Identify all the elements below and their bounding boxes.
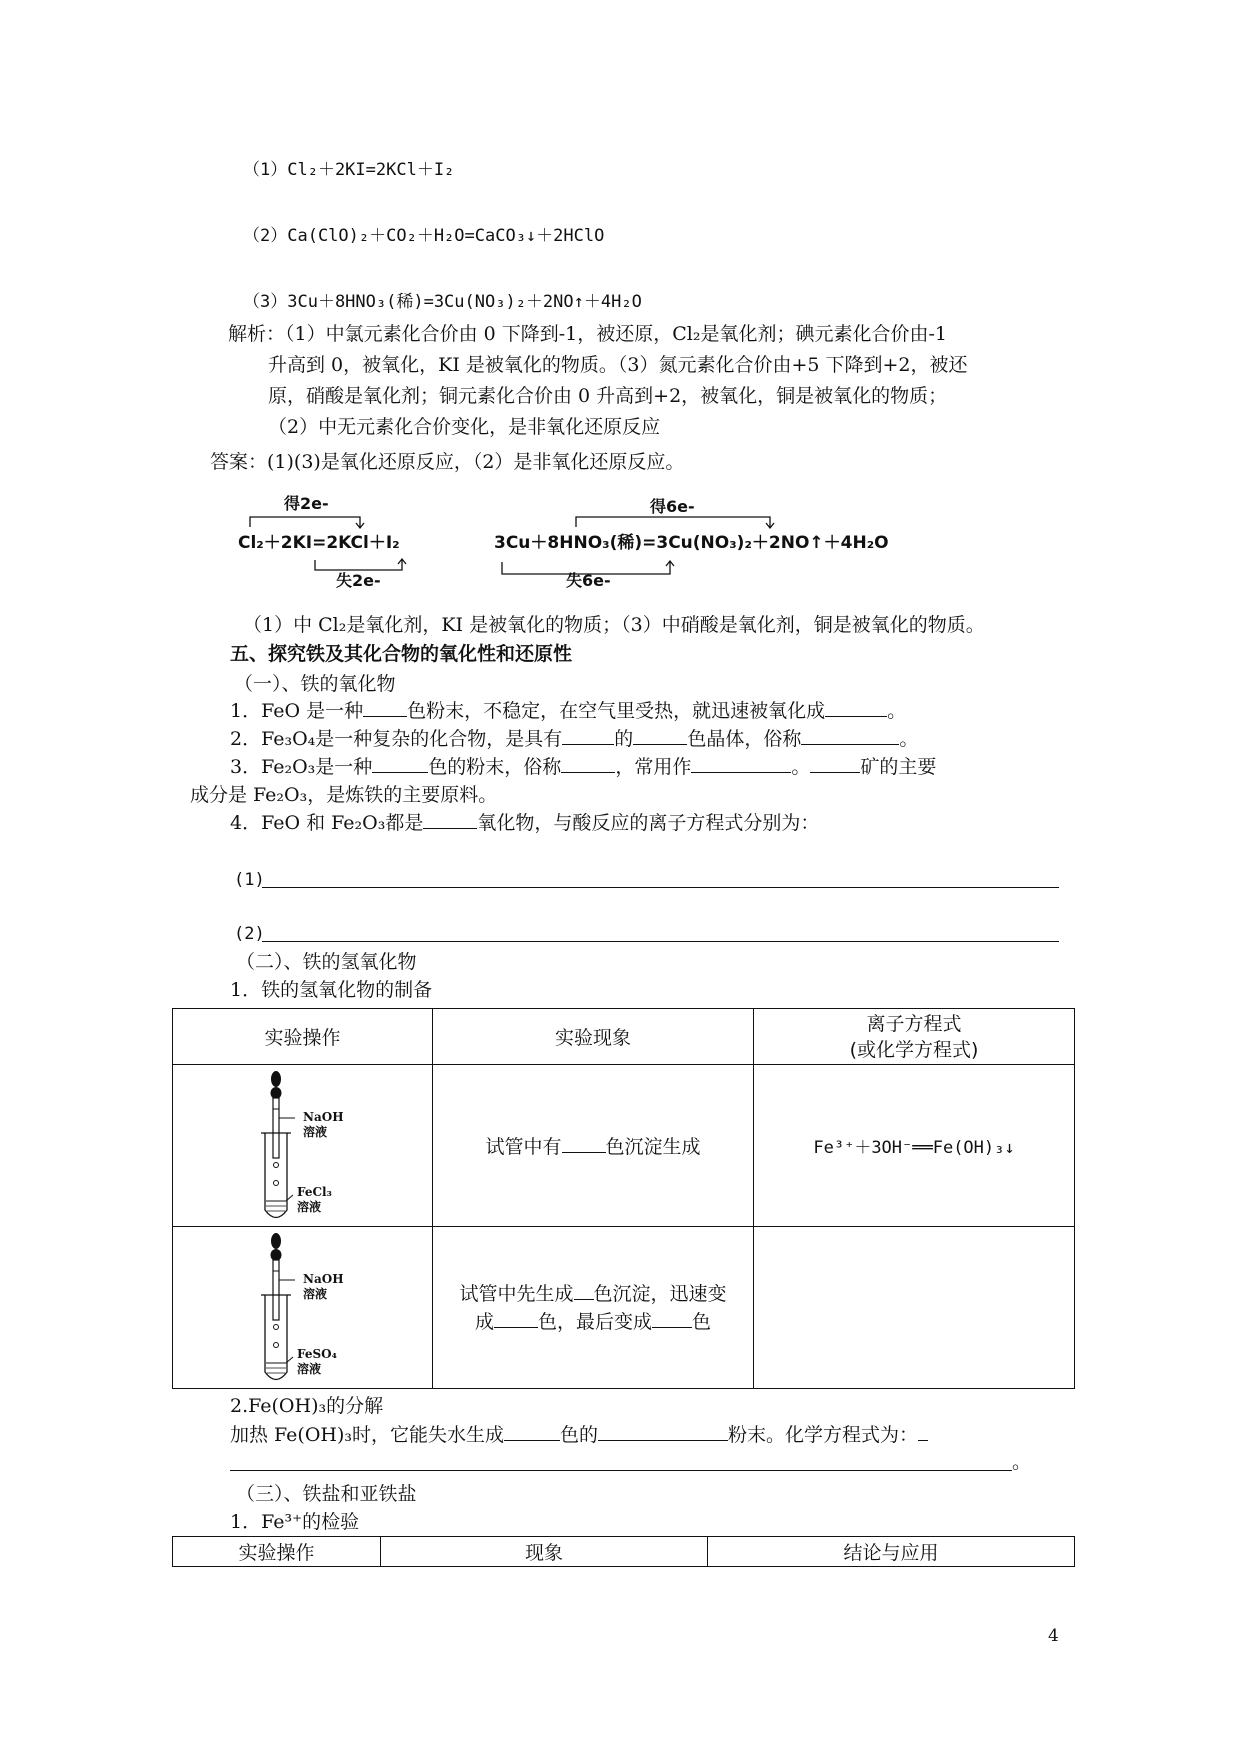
decomp-blank-2[interactable]: [598, 1422, 728, 1441]
header-conclusion: 结论与应用: [708, 1537, 1075, 1567]
right-equation: 3Cu＋8HNO₃(稀)=3Cu(NO₃)₂＋2NO↑＋4H₂O: [494, 533, 889, 553]
question-4: 4．FeO 和 Fe₂O₃都是 氧化物，与酸反应的离子方程式分别为：: [230, 812, 820, 834]
analysis-line-4: （2）中无元素化合价变化，是非氧化还原反应: [268, 416, 661, 438]
q1-blank-1[interactable]: [363, 698, 407, 717]
section-title: 五、探究铁及其化合物的氧化性和还原性: [230, 643, 573, 665]
right-lose-label: 失6e-: [566, 571, 611, 590]
subsection-3: （三）、铁盐和亚铁盐: [236, 1483, 417, 1505]
row1-blank[interactable]: [562, 1134, 606, 1153]
q2-blank-2[interactable]: [633, 726, 687, 745]
decomp-line: 加热 Fe(OH)₃时，它能失水生成 色的 粉末。化学方程式为：: [230, 1421, 928, 1449]
header-operation: 实验操作: [173, 1009, 433, 1065]
answer-blank-1-label: (1): [234, 870, 265, 890]
decomp-equation-blank[interactable]: [230, 1470, 1012, 1471]
summary-line: （1）中 Cl₂是氧化剂，KI 是被氧化的物质；（3）中硝酸是氧化剂，铜是被氧化的物质。: [243, 614, 985, 636]
table-row: [173, 1065, 1075, 1227]
header-operation: 实验操作: [173, 1537, 381, 1567]
header-equation: 离子方程式 (或化学方程式): [754, 1009, 1075, 1065]
left-lose-label: 失2e-: [336, 571, 381, 590]
analysis-line-3: 原，硝酸是氧化剂；铜元素化合价由 0 升高到+2，被氧化，铜是被氧化的物质；: [268, 385, 948, 407]
naoh-solution-label: 溶液: [303, 1125, 328, 1139]
q3-blank-4[interactable]: [810, 754, 860, 773]
question-3-cont: 成分是 Fe₂O₃，是炼铁的主要原料。: [190, 784, 498, 806]
equation-cell-1: Fe³⁺＋3OH⁻══Fe(OH)₃↓: [754, 1065, 1075, 1227]
equation-2: （2）Ca(ClO)₂＋CO₂＋H₂O=CaCO₃↓＋2HClO: [243, 226, 605, 246]
table-row: [173, 1227, 1075, 1389]
answer-blank-2[interactable]: [262, 941, 1059, 942]
subsection-1: （一）、铁的氧化物: [234, 673, 396, 695]
answer-blank-1[interactable]: [262, 887, 1059, 888]
equation-3: （3）3Cu＋8HNO₃(稀)=3Cu(NO₃)₂＋2NO↑＋4H₂O: [243, 292, 642, 312]
table-header-row: [173, 1009, 1075, 1065]
apparatus-cell: [173, 1065, 433, 1227]
answer-line: 答案：(1)(3)是氧化还原反应，（2）是非氧化还原反应。: [210, 451, 685, 473]
fecl3-label: FeCl₃: [297, 1185, 332, 1199]
naoh-label: NaOH: [303, 1272, 344, 1286]
feso4-solution-label: 溶液: [297, 1362, 322, 1376]
phenomenon-cell-1: 试管中有 色沉淀生成: [433, 1065, 754, 1227]
q3-blank-3[interactable]: [691, 754, 791, 773]
apparatus-cell: [173, 1227, 433, 1389]
subsection-3-item: 1．Fe³⁺的检验: [230, 1511, 360, 1533]
q2-blank-1[interactable]: [562, 726, 614, 745]
q3-blank-1[interactable]: [372, 754, 428, 773]
table-header-row: [173, 1537, 1075, 1567]
question-1: 1．FeO 是一种 色粉末，不稳定，在空气里受热，就迅速被氧化成 。: [230, 700, 907, 722]
feso4-label: FeSO₄: [297, 1347, 337, 1361]
decomp-end: 。: [1012, 1451, 1032, 1473]
left-equation: Cl₂＋2KI=2KCl＋I₂: [238, 533, 400, 553]
header-phenomenon: 实验现象: [433, 1009, 754, 1065]
row2-blank-3[interactable]: [652, 1309, 692, 1328]
decomp-blank-1[interactable]: [504, 1422, 560, 1441]
phenomenon-cell-2: 试管中先生成 色沉淀，迅速变 成 色，最后变成 色: [433, 1227, 754, 1389]
question-3: 3．Fe₂O₃是一种 色的粉末，俗称 ，常用作 。 矿的主要: [230, 756, 937, 778]
decomp-title: 2.Fe(OH)₃的分解: [230, 1395, 384, 1417]
hydroxide-prep-table: [172, 1008, 1075, 1389]
test-tube-apparatus: [173, 1065, 432, 1226]
header-phenomenon: 现象: [381, 1537, 708, 1567]
test-tube-apparatus: [173, 1227, 432, 1388]
naoh-label: NaOH: [303, 1110, 344, 1124]
right-gain-label: 得6e-: [650, 497, 695, 516]
row2-blank-1[interactable]: [574, 1281, 594, 1300]
equation-1: （1）Cl₂＋2KI=2KCl＋I₂: [243, 160, 455, 180]
page-number: 4: [1048, 1626, 1059, 1646]
left-gain-label: 得2e-: [284, 494, 329, 513]
equation-cell-2[interactable]: [754, 1227, 1075, 1389]
analysis-line-2: 升高到 0，被氧化，KI 是被氧化的物质。（3）氮元素化合价由+5 下降到+2，被还: [268, 354, 968, 376]
analysis-line-1: 解析：（1）中氯元素化合价由 0 下降到-1，被还原，Cl₂是氧化剂；碘元素化合价由-1: [228, 323, 948, 345]
subsection-2: （二）、铁的氢氧化物: [236, 951, 417, 973]
fecl3-solution-label: 溶液: [297, 1200, 322, 1214]
subsection-2-item: 1．铁的氢氧化物的制备: [230, 979, 433, 1001]
answer-blank-2-label: (2): [234, 924, 265, 944]
question-2: 2．Fe₃O₄是一种复杂的化合物，是具有 的 色晶体，俗称 。: [230, 728, 919, 750]
q1-blank-2[interactable]: [825, 698, 887, 717]
row2-blank-2[interactable]: [494, 1309, 538, 1328]
q2-blank-3[interactable]: [801, 726, 899, 745]
q4-blank[interactable]: [423, 810, 477, 829]
fe3-test-table: [172, 1536, 1075, 1567]
naoh-solution-label: 溶液: [303, 1287, 328, 1301]
q3-blank-2[interactable]: [561, 754, 615, 773]
